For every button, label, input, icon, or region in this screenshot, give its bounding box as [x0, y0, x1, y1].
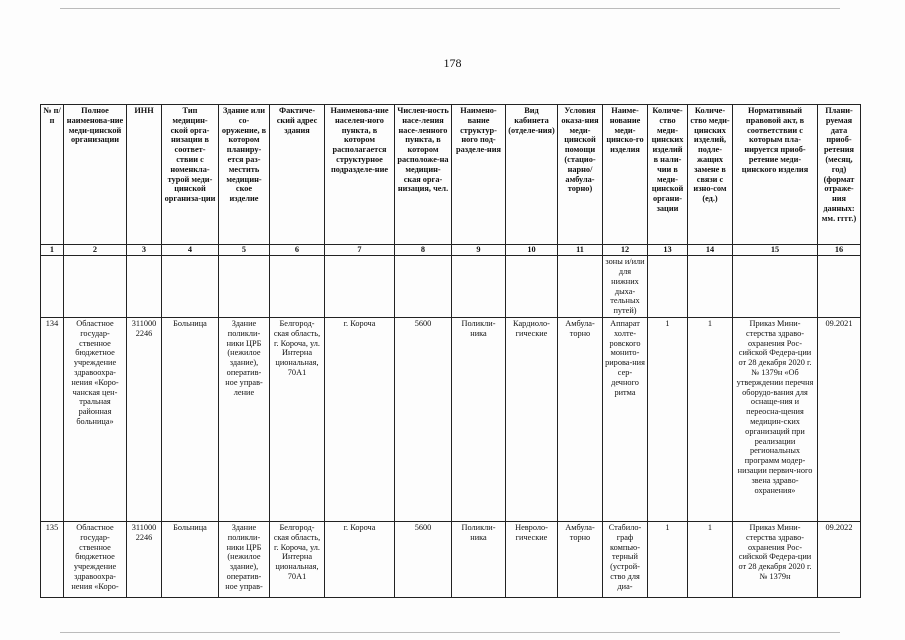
- column-number: 16: [818, 245, 861, 256]
- column-number: 1: [41, 245, 64, 256]
- building: Здание поликли-ники ЦРБ (нежилое здание), оператив-ное управ-: [219, 522, 270, 598]
- continuation-row: [41, 256, 861, 318]
- header-cell: Наиме-нование меди-цинско-го изделия: [603, 105, 648, 245]
- subdivision: Поликли-ника: [452, 522, 506, 598]
- header-cell: Наименова-ние населен-ного пункта, в котором располагается структурное подразделе-ние: [325, 105, 395, 245]
- inn: 311000 2246: [127, 522, 162, 598]
- header-cell: Вид кабинета (отделе-ния): [506, 105, 558, 245]
- column-number: 15: [733, 245, 818, 256]
- column-number: 10: [506, 245, 558, 256]
- building: Здание поликли-ники ЦРБ (нежилое здание), оператив-ное управ-ление: [219, 318, 270, 522]
- organization-name: Областное государ-ственное бюджетное учреждение здравоохра-нения «Коро-чанская цен-тральная районная больница»: [64, 318, 127, 522]
- header-cell: ИНН: [127, 105, 162, 245]
- replace-count: 1: [688, 522, 733, 598]
- header-cell: Числен-ность насе-ления насе-ленного пункта, в котором расположе-на медицин-ская орга-низация, чел.: [395, 105, 452, 245]
- header-cell: Полное наименова-ние меди-цинской организации: [64, 105, 127, 245]
- column-number: 9: [452, 245, 506, 256]
- population: 5600: [395, 318, 452, 522]
- legal-act: Приказ Мини-стерства здраво-охранения Рос-сийской Федера-ции от 28 декабря 2020 г. № 1379н: [733, 522, 818, 598]
- column-number: 2: [64, 245, 127, 256]
- continuation-text: зоны и/или для нижних дыха-тельных путей): [603, 256, 648, 318]
- subdivision: Поликли-ника: [452, 318, 506, 522]
- column-number: 11: [558, 245, 603, 256]
- header-cell: Количе-ство меди-цинских изделий, подле-жащих замене в связи с изно-сом (ед.): [688, 105, 733, 245]
- column-number: 13: [648, 245, 688, 256]
- row-number: 134: [41, 318, 64, 522]
- header-cell: Фактиче-ский адрес здания: [270, 105, 325, 245]
- device-name: Стабило-граф компью-терный (устрой-ство для диа-: [603, 522, 648, 598]
- care-conditions: Амбула-торно: [558, 318, 603, 522]
- bottom-edge-line: [60, 632, 840, 633]
- column-number: 3: [127, 245, 162, 256]
- header-cell: Наимено-вание структур-ного под-разделе-ния: [452, 105, 506, 245]
- header-cell: Условия оказа-ния меди-цинской помощи (стацио-нарно/ амбула-торно): [558, 105, 603, 245]
- population: 5600: [395, 522, 452, 598]
- in-stock-count: 1: [648, 318, 688, 522]
- column-number: 12: [603, 245, 648, 256]
- table-row: [41, 318, 861, 522]
- purchase-date: 09.2021: [818, 318, 861, 522]
- header-cell: Плани-руемая дата приоб-ретения (месяц, год) (формат отраже-ния данных: мм. гггг.): [818, 105, 861, 245]
- organization-type: Больница: [162, 522, 219, 598]
- locality: г. Короча: [325, 318, 395, 522]
- cabinet-type: Кардиоло-гические: [506, 318, 558, 522]
- column-number: 4: [162, 245, 219, 256]
- header-cell: № п/п: [41, 105, 64, 245]
- purchase-date: 09.2022: [818, 522, 861, 598]
- header-row: [41, 105, 861, 245]
- replace-count: 1: [688, 318, 733, 522]
- care-conditions: Амбула-торно: [558, 522, 603, 598]
- inn: 311000 2246: [127, 318, 162, 522]
- column-number: 14: [688, 245, 733, 256]
- address: Белгород-ская область, г. Короча, ул. Интерна циональная, 70А1: [270, 522, 325, 598]
- top-edge-line: [60, 8, 840, 9]
- row-number: 135: [41, 522, 64, 598]
- column-number-row: [41, 245, 861, 256]
- equipment-table: [40, 104, 861, 598]
- header-cell: Здание или со-оружение, в котором планиру-ется раз-местить медицин-ское изделие: [219, 105, 270, 245]
- header-cell: Тип медицин-ской орга-низации в соответ-ствии с номенкла-турой меди-цинской организа-ции: [162, 105, 219, 245]
- header-cell: Количе-ство меди-цинских изделий в нали-чии в меди-цинской органи-зации: [648, 105, 688, 245]
- table-row: [41, 522, 861, 598]
- page-number: 178: [443, 56, 462, 70]
- column-number: 5: [219, 245, 270, 256]
- locality: г. Короча: [325, 522, 395, 598]
- column-number: 7: [325, 245, 395, 256]
- header-cell: Нормативный правовой акт, в соответствии с которым пла-нируется приоб-ретение меди-цинского изделия: [733, 105, 818, 245]
- legal-act: Приказ Мини-стерства здраво-охранения Рос-сийской Федера-ции от 28 декабря 2020 г. № 1379н «Об утверждении перечня оборудо-вания для оснаще-ния и переосна-щения медицин-ских организаций при реализации региональных программ модер-низации первич-ного звена здраво-охранения»: [733, 318, 818, 522]
- address: Белгород-ская область, г. Короча, ул. Интерна циональная, 70А1: [270, 318, 325, 522]
- organization-name: Областное государ-ственное бюджетное учреждение здравоохра-нения «Коро-: [64, 522, 127, 598]
- organization-type: Больница: [162, 318, 219, 522]
- column-number: 8: [395, 245, 452, 256]
- column-number: 6: [270, 245, 325, 256]
- device-name: Аппарат холте-ровского монито-рирова-ния сер-дечного ритма: [603, 318, 648, 522]
- in-stock-count: 1: [648, 522, 688, 598]
- cabinet-type: Невроло-гические: [506, 522, 558, 598]
